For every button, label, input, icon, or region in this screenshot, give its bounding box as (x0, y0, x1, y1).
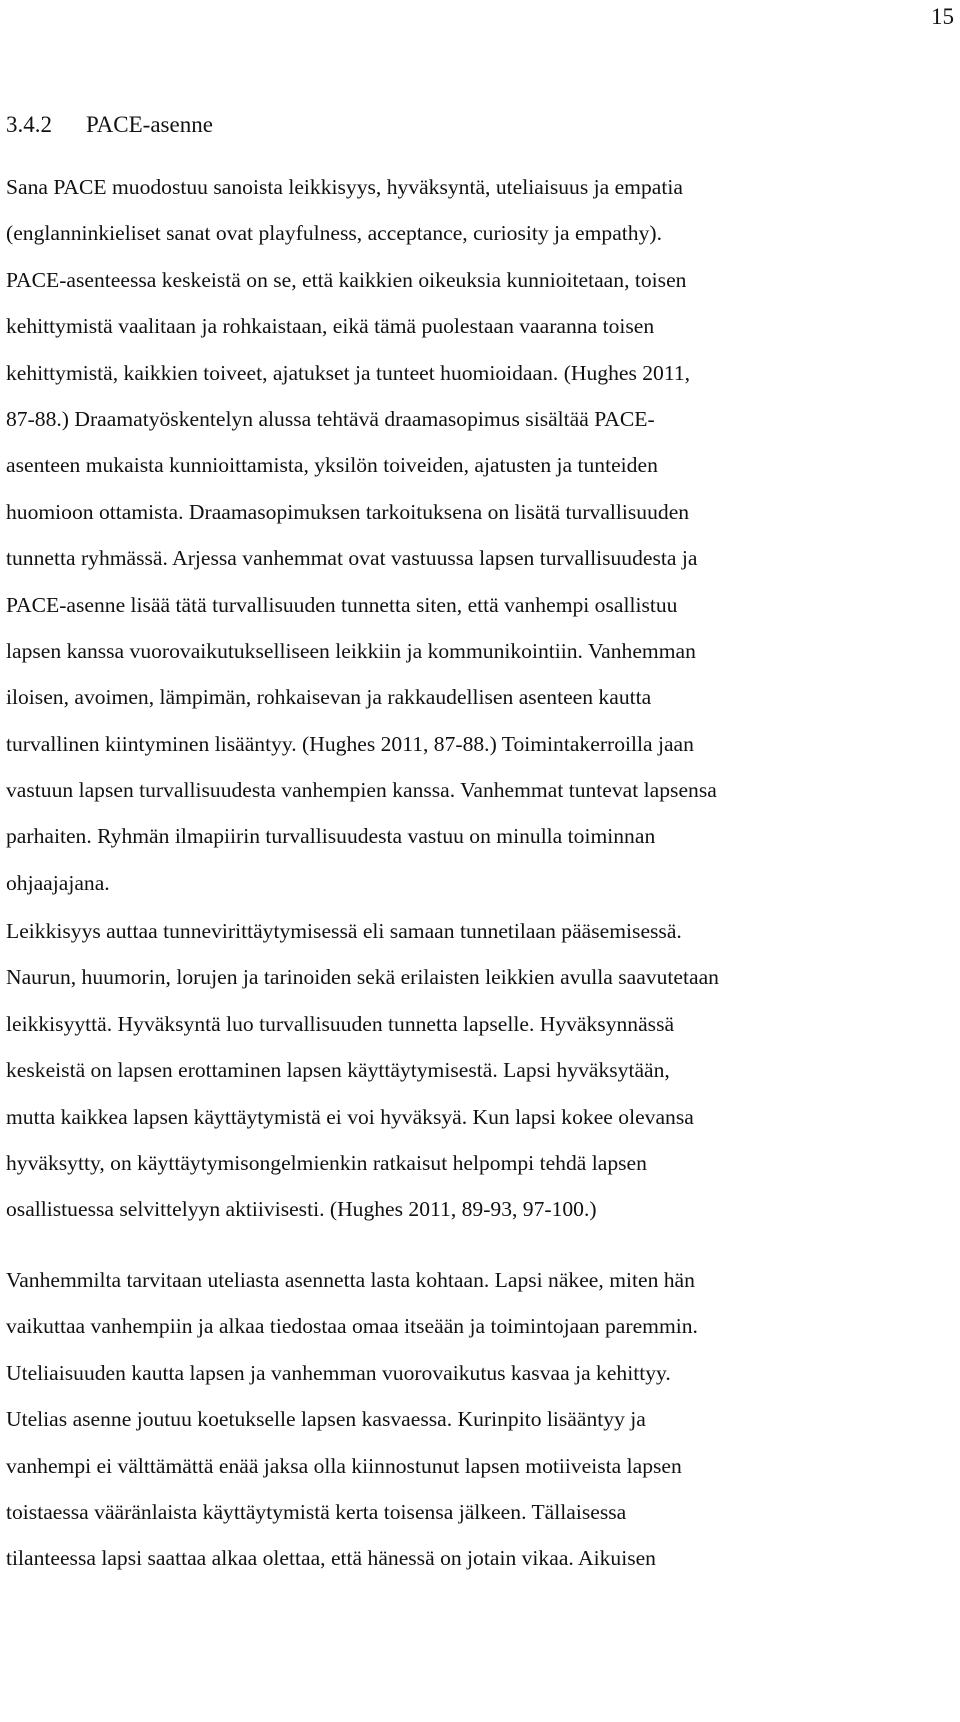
text-line: toistaessa vääränlaista käyttäytymistä kerta toisensa jälkeen. Tällaisessa (6, 1499, 627, 1524)
section-heading (6, 110, 213, 140)
text-line: parhaiten. Ryhmän ilmapiirin turvallisuudesta vastuu on minulla toiminnan (6, 824, 656, 849)
text-line: vaikuttaa vanhempiin ja alkaa tiedostaa omaa itseään ja toimintojaan paremmin. (6, 1314, 698, 1339)
text-line: tunnetta ryhmässä. Arjessa vanhemmat ovat vastuussa lapsen turvallisuudesta ja (6, 546, 698, 571)
text-line: keskeistä on lapsen erottaminen lapsen käyttäytymisestä. Lapsi hyväksytään, (6, 1058, 670, 1083)
text-line: vanhempi ei välttämättä enää jaksa olla kiinnostunut lapsen motiiveista lapsen (6, 1453, 682, 1478)
text-line: asenteen mukaista kunnioittamista, yksilön toiveiden, ajatusten ja tunteiden (6, 453, 658, 478)
text-line: hyväksytty, on käyttäytymisongelmienkin ratkaisut helpompi tehdä lapsen (6, 1150, 647, 1175)
text-line: (englanninkieliset sanat ovat playfulness, acceptance, curiosity ja empathy). (6, 221, 662, 246)
text-line: lapsen kanssa vuorovaikutukselliseen leikkiin ja kommunikointiin. Vanhemman (6, 638, 696, 663)
text-line: Uteliaisuuden kautta lapsen ja vanhemman vuorovaikutus kasvaa ja kehittyy. (6, 1360, 671, 1385)
text-line: Sana PACE muodostuu sanoista leikkisyys, hyväksyntä, uteliaisuus ja empatia (6, 175, 683, 199)
page-number: 15 (931, 4, 954, 29)
text-line: osallistuessa selvittelyyn aktiivisesti. (Hughes 2011, 89-93, 97-100.) (6, 1197, 597, 1222)
text-line: vastuun lapsen turvallisuudesta vanhempien kanssa. Vanhemmat tuntevat lapsensa (6, 778, 717, 803)
text-line: mutta kaikkea lapsen käyttäytymistä ei voi hyväksyä. Kun lapsi kokee olevansa (6, 1104, 694, 1129)
text-line: huomioon ottamista. Draamasopimuksen tarkoituksena on lisätä turvallisuuden (6, 499, 690, 524)
section-title: PACE-asenne (86, 112, 213, 137)
text-line: turvallinen kiintyminen lisääntyy. (Hughes 2011, 87-88.) Toimintakerroilla jaan (6, 731, 694, 756)
paragraph-2 (6, 908, 719, 1233)
text-line: ohjaajajana. (6, 870, 110, 895)
text-line: kehittymistä, kaikkien toiveet, ajatukset ja tunteet huomioidaan. (Hughes 2011, (6, 360, 691, 385)
text-line: PACE-asenteessa keskeistä on se, että kaikkien oikeuksia kunnioitetaan, toisen (6, 267, 687, 292)
text-line: Utelias asenne joutuu koetukselle lapsen kasvaessa. Kurinpito lisääntyy ja (6, 1407, 646, 1432)
text-line: iloisen, avoimen, lämpimän, rohkaisevan ja rakkaudellisen asenteen kautta (6, 685, 652, 710)
text-line: Leikkisyys auttaa tunnevirittäytymisessä eli samaan tunnetilaan pääsemisessä. (6, 919, 682, 943)
text-line: Vanhemmilta tarvitaan uteliasta asennetta lasta kohtaan. Lapsi näkee, miten hän (6, 1268, 695, 1292)
text-line: leikkisyyttä. Hyväksyntä luo turvallisuuden tunnetta lapselle. Hyväksynnässä (6, 1011, 675, 1036)
text-line: kehittymistä vaalitaan ja rohkaistaan, eikä tämä puolestaan vaaranna toisen (6, 314, 655, 339)
text-line: 87-88.) Draamatyöskentelyn alussa tehtävä draamasopimus sisältää PACE- (6, 406, 655, 431)
text-line: Naurun, huumorin, lorujen ja tarinoiden sekä erilaisten leikkien avulla saavutetaan (6, 965, 719, 990)
section-number: 3.4.2 (6, 112, 52, 137)
paragraph-3 (6, 1257, 698, 1582)
paragraph-1 (6, 164, 717, 906)
text-line: PACE-asenne lisää tätä turvallisuuden tunnetta siten, että vanhempi osallistuu (6, 592, 678, 617)
text-line: tilanteessa lapsi saattaa alkaa olettaa, että hänessä on jotain vikaa. Aikuisen (6, 1546, 656, 1571)
